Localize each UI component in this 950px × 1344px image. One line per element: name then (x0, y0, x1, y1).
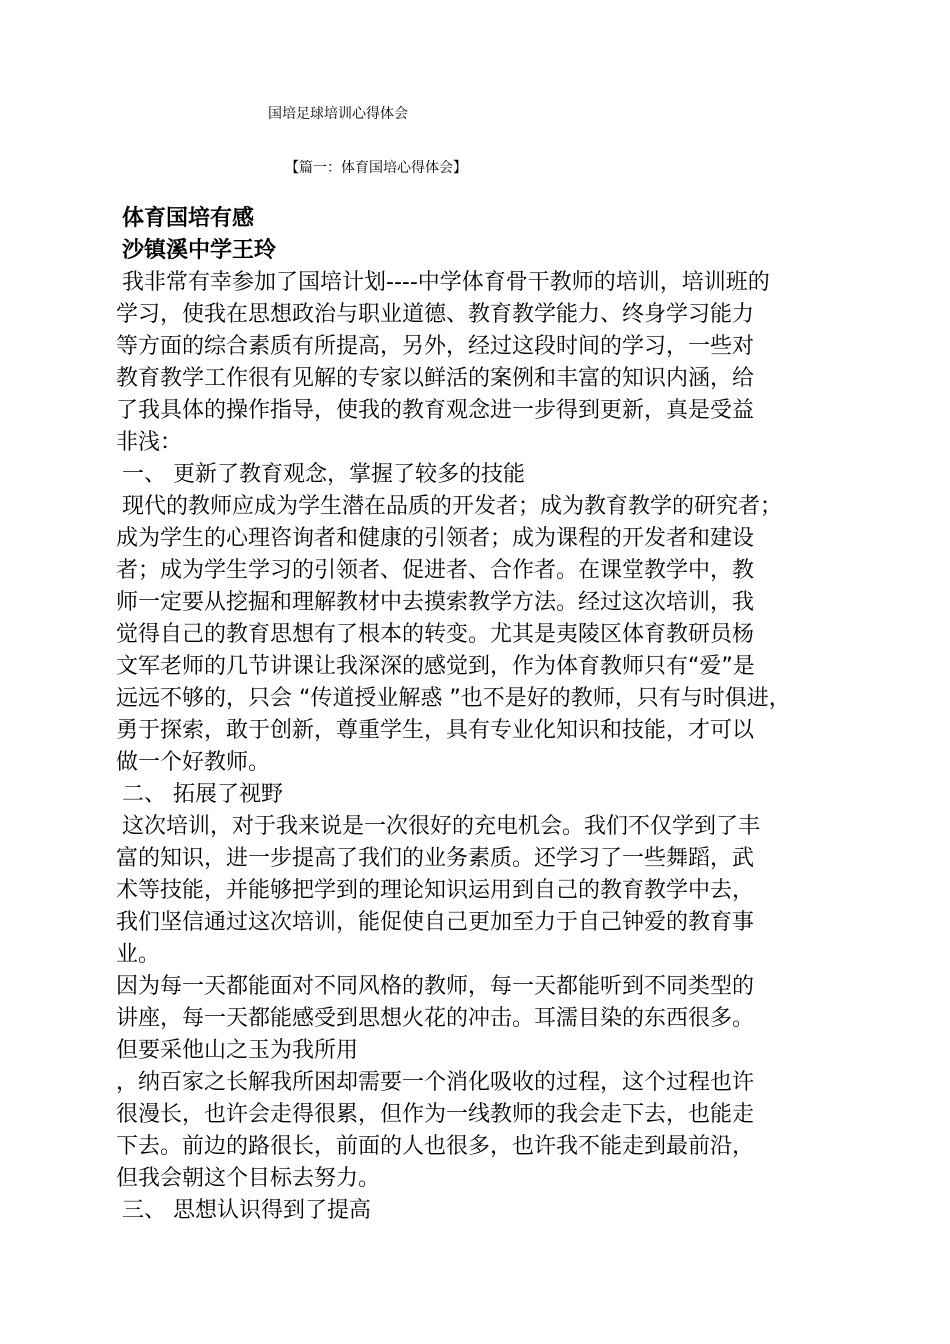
paragraph-line: 勇于探索，敢于创新，尊重学生，具有专业化知识和技能，才可以 (116, 718, 755, 743)
paragraph-line: 文军老师的几节讲课让我深深的感觉到，作为体育教师只有“爱”是 (116, 654, 755, 679)
paragraph-line: ，纳百家之长解我所困却需要一个消化吸收的过程，这个过程也许 (116, 1070, 755, 1095)
document-subtitle: 【篇一：体育国培心得体会】 (285, 160, 467, 176)
paragraph-line: 但要采他山之玉为我所用 (116, 1038, 359, 1063)
paragraph-line: 我们坚信通过这次培训，能促使自己更加至力于自己钟爱的教育事 (116, 910, 755, 935)
paragraph-line: 讲座，每一天都能感受到思想火花的冲击。耳濡目染的东西很多。 (116, 1006, 755, 1031)
paragraph-line: 非浅： (116, 430, 183, 455)
paragraph-line: 业。 (116, 942, 161, 967)
paragraph-line: 等方面的综合素质有所提高，另外，经过这段时间的学习，一些对 (116, 334, 755, 359)
paragraph-line: 现代的教师应成为学生潜在品质的开发者；成为教育教学的研究者； (122, 494, 783, 519)
paragraph-line: 这次培训，对于我来说是一次很好的充电机会。我们不仅学到了丰 (122, 814, 761, 839)
paragraph-line: 因为每一天都能面对不同风格的教师，每一天都能听到不同类型的 (116, 974, 755, 999)
paragraph-line: 很漫长，也许会走得很累，但作为一线教师的我会走下去，也能走 (116, 1102, 755, 1127)
paragraph-line: 二、 拓展了视野 (122, 782, 283, 807)
document-title: 国培足球培训心得体会 (268, 106, 408, 122)
paragraph-line: 但我会朝这个目标去努力。 (116, 1166, 381, 1191)
document-body (116, 203, 846, 1227)
paragraph-line: 远远不够的，只会 “传道授业解惑 ”也不是好的教师，只有与时俱进， (116, 686, 791, 711)
paragraph-line: 教育教学工作很有见解的专家以鲜活的案例和丰富的知识内涵，给 (116, 366, 755, 391)
paragraph-line: 了我具体的操作指导，使我的教育观念进一步得到更新，真是受益 (116, 398, 755, 423)
paragraph-line: 做一个好教师。 (116, 750, 271, 775)
paragraph-line: 富的知识，进一步提高了我们的业务素质。还学习了一些舞蹈，武 (116, 846, 755, 871)
paragraph-line: 术等技能，并能够把学到的理论知识运用到自己的教育教学中去， (116, 878, 755, 903)
section-heading: 沙镇溪中学王玲 (122, 238, 277, 263)
paragraph-line: 三、 思想认识得到了提高 (122, 1198, 371, 1223)
paragraph-line: 一、 更新了教育观念，掌握了较多的技能 (122, 462, 525, 487)
paragraph-line: 师一定要从挖掘和理解教材中去摸索教学方法。经过这次培训，我 (116, 590, 755, 615)
paragraph-line: 我非常有幸参加了国培计划----中学体育骨干教师的培训，培训班的 (122, 270, 770, 295)
paragraph-line: 成为学生的心理咨询者和健康的引领者；成为课程的开发者和建设 (116, 526, 755, 551)
paragraph-line: 学习，使我在思想政治与职业道德、教育教学能力、终身学习能力 (116, 302, 755, 327)
paragraph-line: 觉得自己的教育思想有了根本的转变。尤其是夷陵区体育教研员杨 (116, 622, 755, 647)
section-heading: 体育国培有感 (122, 206, 255, 231)
paragraph-line: 下去。前边的路很长，前面的人也很多，也许我不能走到最前沿， (116, 1134, 755, 1159)
paragraph-line: 者；成为学生学习的引领者、促进者、合作者。在课堂教学中，教 (116, 558, 755, 583)
